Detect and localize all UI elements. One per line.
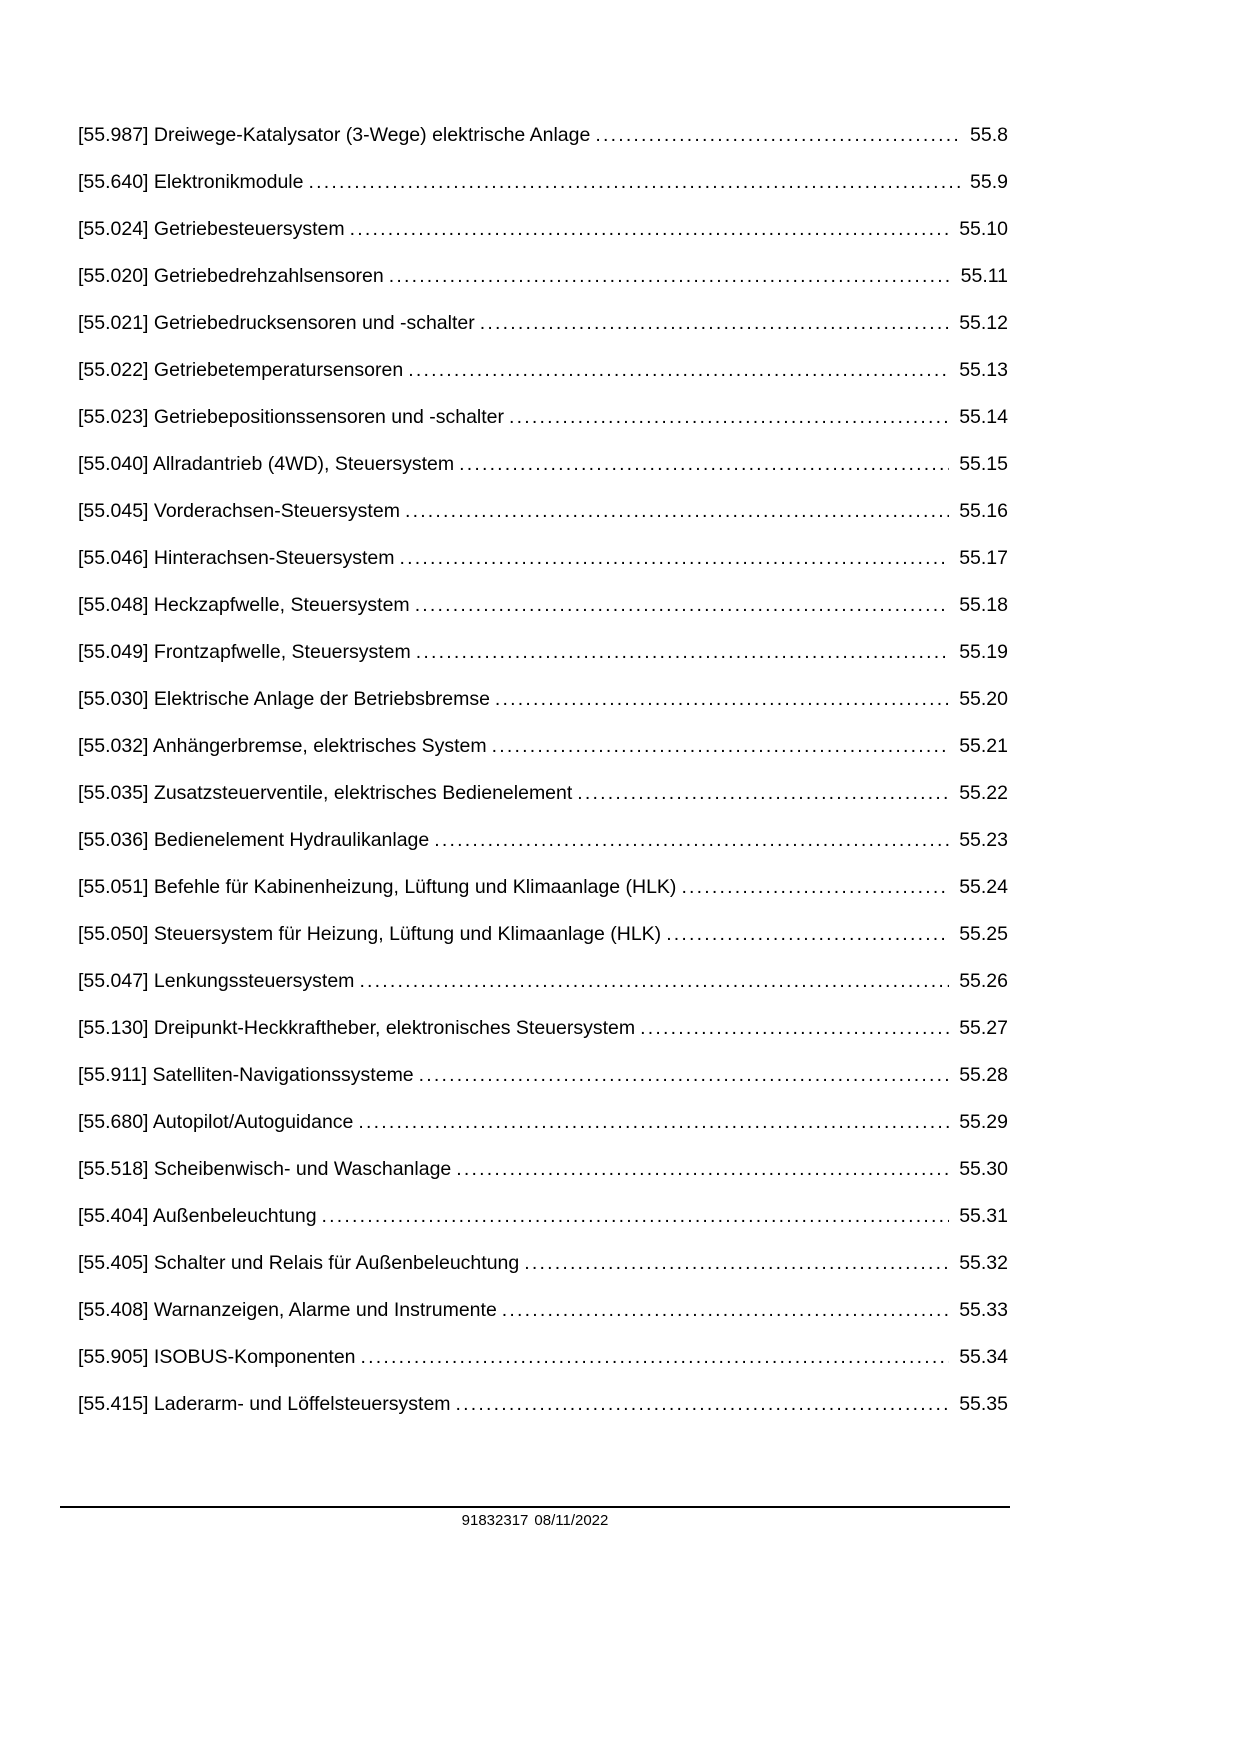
toc-entry-code: [55.047] [78, 970, 149, 992]
toc-entry [78, 1299, 1008, 1322]
toc-entry-code: [55.404] [78, 1205, 149, 1227]
toc-entry [78, 594, 1008, 617]
toc-entry-page: 55.23 [959, 829, 1008, 851]
toc-entry-code: [55.911] [78, 1064, 148, 1086]
toc-entry-page: 55.32 [959, 1252, 1008, 1274]
toc-entry-page: 55.18 [959, 594, 1008, 616]
toc-entry-code: [55.048] [78, 594, 149, 616]
toc-entry-page: 55.35 [959, 1393, 1008, 1415]
toc-entry-page: 55.8 [970, 124, 1008, 146]
toc-entry-page: 55.27 [959, 1017, 1008, 1039]
toc-entry-page: 55.26 [959, 970, 1008, 992]
toc-entry-page: 55.25 [959, 923, 1008, 945]
toc-dot-leader [308, 171, 960, 194]
toc-dot-leader [389, 265, 951, 288]
toc-entry-label [78, 1158, 451, 1181]
toc-entry-code: [55.049] [78, 641, 149, 663]
toc-entry-label [78, 359, 403, 382]
toc-entry [78, 1205, 1008, 1228]
toc-entry-title: Elektronikmodule [153, 171, 304, 193]
toc-entry-title: Satelliten-Navigationssysteme [152, 1064, 414, 1086]
toc-entry [78, 876, 1008, 899]
toc-dot-leader [400, 547, 950, 570]
toc-entry [78, 923, 1008, 946]
toc-entry-code: [55.130] [78, 1017, 149, 1039]
toc-entry-code: [55.045] [78, 500, 149, 522]
toc-entry-label [78, 1111, 353, 1134]
toc-entry-title: Dreipunkt-Heckkraftheber, elektronisches Steuersystem [153, 1017, 636, 1039]
toc-entry [78, 1111, 1008, 1134]
toc-entry-code: [55.050] [78, 923, 149, 945]
toc-entry-title: Allradantrieb (4WD), Steuersystem [152, 453, 455, 475]
toc-entry [78, 1252, 1008, 1275]
toc-entry-label [78, 829, 429, 852]
toc-entry-page: 55.9 [970, 171, 1008, 193]
toc-entry [78, 1346, 1008, 1369]
toc-entry-page: 55.29 [959, 1111, 1008, 1133]
toc-entry-page: 55.10 [959, 218, 1008, 240]
toc-entry-label [78, 594, 410, 617]
toc-dot-leader [416, 641, 949, 664]
toc-entry-title: Elektrische Anlage der Betriebsbremse [153, 688, 490, 710]
toc-entry [78, 829, 1008, 852]
toc-entry [78, 124, 1008, 147]
toc-entry-page: 55.22 [959, 782, 1008, 804]
toc-entry-code: [55.905] [78, 1346, 149, 1368]
toc-entry-label [78, 218, 345, 241]
toc-entry-title: Scheibenwisch- und Waschanlage [153, 1158, 452, 1180]
toc-entry-label [78, 1205, 317, 1228]
toc-dot-leader [358, 1111, 949, 1134]
toc-entry-title: Lenkungssteuersystem [153, 970, 355, 992]
toc-entry-label [78, 1346, 356, 1369]
toc-entry-page: 55.34 [959, 1346, 1008, 1368]
toc-entry [78, 218, 1008, 241]
toc-entry-label [78, 782, 572, 805]
toc-entry-label [78, 1299, 497, 1322]
toc-dot-leader [405, 500, 949, 523]
toc-entry-label [78, 406, 504, 429]
footer-date: 08/11/2022 [534, 1512, 609, 1529]
toc-entry-code: [55.036] [78, 829, 149, 851]
toc-entry [78, 641, 1008, 664]
toc-entry [78, 1017, 1008, 1040]
toc-entry-label [78, 500, 400, 523]
toc-dot-leader [640, 1017, 949, 1040]
toc-entry [78, 782, 1008, 805]
toc-dot-leader [322, 1205, 950, 1228]
toc-entry-page: 55.24 [959, 876, 1008, 898]
toc-entry-title: Bedienelement Hydraulikanlage [153, 829, 430, 851]
toc-entry-code: [55.024] [78, 218, 149, 240]
toc-entry-code: [55.035] [78, 782, 149, 804]
toc-entry-title: Getriebetemperatursensoren [153, 359, 404, 381]
toc-dot-leader [480, 312, 949, 335]
toc-entry [78, 688, 1008, 711]
toc-dot-leader [361, 1346, 950, 1369]
toc-entry-page: 55.15 [959, 453, 1008, 475]
toc-entry-label [78, 641, 411, 664]
toc-entry-title: Dreiwege-Katalysator (3-Wege) elektrische Anlage [153, 124, 591, 146]
toc-dot-leader [495, 688, 949, 711]
toc-entry-page: 55.31 [959, 1205, 1008, 1227]
toc-entry-label [78, 1393, 451, 1416]
toc-entry-title: Schalter und Relais für Außenbeleuchtung [153, 1252, 520, 1274]
toc-entry-code: [55.680] [78, 1111, 149, 1133]
toc-entry-code: [55.405] [78, 1252, 149, 1274]
toc-dot-leader [415, 594, 950, 617]
toc-entry-label [78, 124, 590, 147]
toc-dot-leader [595, 124, 960, 147]
toc-dot-leader [509, 406, 949, 429]
toc-entry-code: [55.021] [78, 312, 149, 334]
toc-entry-code: [55.415] [78, 1393, 149, 1415]
toc-entry-code: [55.051] [78, 876, 149, 898]
toc-entry-page: 55.11 [960, 265, 1008, 287]
toc-entry-title: Befehle für Kabinenheizung, Lüftung und Klimaanlage (HLK) [153, 876, 677, 898]
toc-entry [78, 453, 1008, 476]
toc-entry-label [78, 453, 454, 476]
toc-entry-page: 55.20 [959, 688, 1008, 710]
toc-entry-title: Außenbeleuchtung [152, 1205, 317, 1227]
toc-dot-leader [577, 782, 949, 805]
toc-entry-title: Zusatzsteuerventile, elektrisches Bedienelement [153, 782, 573, 804]
toc-entry-code: [55.030] [78, 688, 149, 710]
toc-entry-code: [55.040] [78, 453, 149, 475]
toc-dot-leader [408, 359, 949, 382]
toc-entry-label [78, 312, 475, 335]
toc-entry [78, 265, 1008, 288]
toc-entry-code: [55.046] [78, 547, 149, 569]
toc-entry [78, 735, 1008, 758]
toc-dot-leader [456, 1158, 949, 1181]
toc-dot-leader [666, 923, 949, 946]
toc-dot-leader [350, 218, 950, 241]
toc-entry [78, 1393, 1008, 1416]
toc-entry-title: Warnanzeigen, Alarme und Instrumente [153, 1299, 497, 1321]
toc-entry-page: 55.13 [959, 359, 1008, 381]
toc-entry-title: ISOBUS-Komponenten [153, 1346, 356, 1368]
toc-entry-title: Getriebedrehzahlsensoren [153, 265, 384, 287]
toc-entry [78, 500, 1008, 523]
toc-entry-label [78, 1252, 519, 1275]
toc-dot-leader [456, 1393, 950, 1416]
toc-entry-label [78, 735, 487, 758]
toc-dot-leader [359, 970, 949, 993]
toc-entry-page: 55.14 [959, 406, 1008, 428]
toc-dot-leader [459, 453, 949, 476]
toc-dot-leader [419, 1064, 950, 1087]
toc-entry-label [78, 265, 384, 288]
toc-dot-leader [502, 1299, 949, 1322]
toc-entry-label [78, 970, 354, 993]
toc-dot-leader [434, 829, 949, 852]
footer-doc-number: 91832317 [461, 1512, 529, 1529]
toc-entry-code: [55.020] [78, 265, 149, 287]
toc-entry-page: 55.28 [959, 1064, 1008, 1086]
toc-entry-page: 55.21 [959, 735, 1008, 757]
toc-entry [78, 1064, 1008, 1087]
toc-list [78, 124, 1008, 1440]
toc-entry [78, 1158, 1008, 1181]
toc-entry-title: Laderarm- und Löffelsteuersystem [153, 1393, 451, 1415]
toc-entry-label [78, 923, 661, 946]
toc-entry-label [78, 547, 395, 570]
toc-entry [78, 359, 1008, 382]
toc-entry-title: Hinterachsen-Steuersystem [153, 547, 395, 569]
toc-dot-leader [492, 735, 950, 758]
toc-entry-label [78, 171, 303, 194]
toc-entry-code: [55.022] [78, 359, 149, 381]
toc-entry-title: Anhängerbremse, elektrisches System [152, 735, 487, 757]
toc-entry-title: Autopilot/Autoguidance [152, 1111, 354, 1133]
toc-dot-leader [524, 1252, 949, 1275]
toc-entry-title: Frontzapfwelle, Steuersystem [153, 641, 411, 663]
toc-entry-code: [55.032] [78, 735, 149, 757]
toc-entry-page: 55.30 [959, 1158, 1008, 1180]
toc-entry-label [78, 1064, 414, 1087]
toc-entry-title: Vorderachsen-Steuersystem [153, 500, 400, 522]
toc-entry-code: [55.518] [78, 1158, 149, 1180]
toc-entry [78, 970, 1008, 993]
toc-entry-title: Getriebepositionssensoren und -schalter [153, 406, 505, 428]
toc-entry-page: 55.33 [959, 1299, 1008, 1321]
toc-entry-label [78, 688, 490, 711]
toc-entry-code: [55.023] [78, 406, 149, 428]
toc-entry-label [78, 1017, 635, 1040]
toc-entry-title: Heckzapfwelle, Steuersystem [153, 594, 410, 616]
toc-entry-label [78, 876, 676, 899]
toc-entry [78, 171, 1008, 194]
toc-entry-page: 55.19 [959, 641, 1008, 663]
toc-entry [78, 547, 1008, 570]
toc-entry-title: Getriebesteuersystem [153, 218, 345, 240]
toc-entry-page: 55.17 [959, 547, 1008, 569]
toc-entry-page: 55.12 [959, 312, 1008, 334]
toc-entry-page: 55.16 [959, 500, 1008, 522]
toc-entry [78, 312, 1008, 335]
toc-dot-leader [681, 876, 949, 899]
toc-entry-title: Getriebedrucksensoren und -schalter [153, 312, 475, 334]
toc-entry-code: [55.640] [78, 171, 149, 193]
toc-entry [78, 406, 1008, 429]
toc-entry-code: [55.408] [78, 1299, 149, 1321]
toc-entry-code: [55.987] [78, 124, 149, 146]
toc-entry-title: Steuersystem für Heizung, Lüftung und Klimaanlage (HLK) [153, 923, 662, 945]
page-footer [60, 1506, 1010, 1530]
